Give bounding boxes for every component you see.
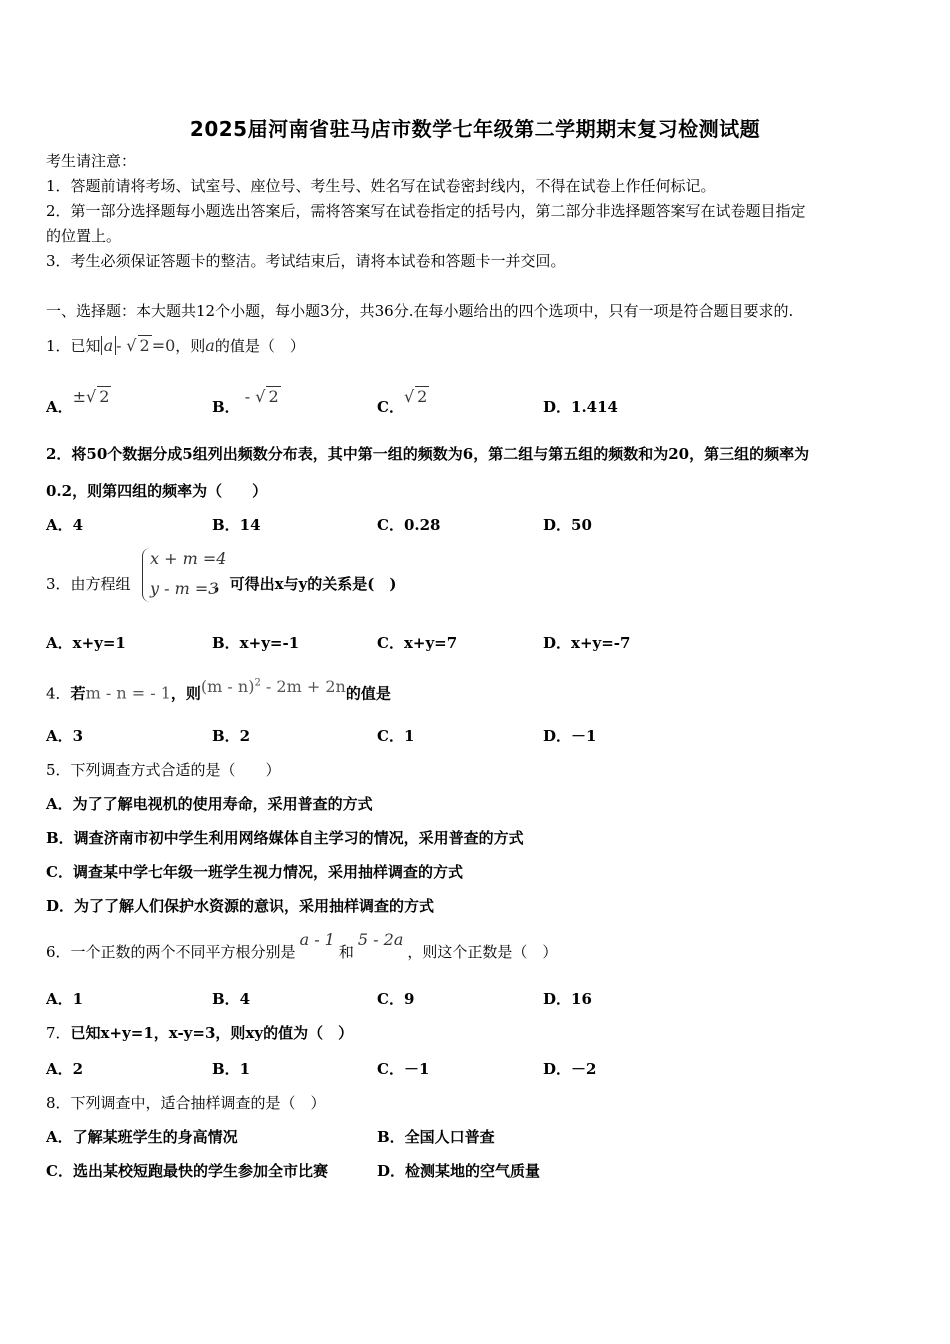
option-b[interactable]: B．全国人口普查 [377,1128,495,1146]
sqrt-icon: √ [126,336,137,355]
option-b[interactable]: B． - √ 2 [212,387,279,416]
equation-1: x + m =4 [150,549,227,568]
option-a[interactable]: A．±√ 2 [46,387,110,416]
option-c[interactable]: C．－1 [377,1060,430,1078]
equation-2: y - m =3 [150,579,219,598]
notice-heading: 考生请注意： [46,152,137,170]
question-7: 7．已知x+y=1，x-y=3，则xy的值为（ ） [46,1024,354,1042]
notice-item: 的位置上。 [46,227,122,245]
option-d[interactable]: D．为了了解人们保护水资源的意识，采用抽样调查的方式 [46,897,435,915]
option-c[interactable]: C．√ 2 [377,387,428,416]
option-b[interactable]: B．调查济南市初中学生利用网络媒体自主学习的情况，采用普查的方式 [46,829,524,847]
page-title: 2025届河南省驻马店市数学七年级第二学期期末复习检测试题 [189,117,761,141]
notice-item: 2．第一部分选择题每小题选出答案后，需将答案写在试卷指定的括号内，第二部分非选择题答案写在试卷题目指定 [46,202,806,220]
option-b[interactable]: B．2 [212,727,251,745]
option-d[interactable]: D．1.414 [543,398,618,416]
option-a[interactable]: A．3 [46,727,84,745]
option-a[interactable]: A．了解某班学生的身高情况 [46,1128,238,1146]
option-c[interactable]: C．9 [377,990,415,1008]
option-c[interactable]: C．选出某校短跑最快的学生参加全市比赛 [46,1162,328,1180]
option-d[interactable]: D．检测某地的空气质量 [377,1162,541,1180]
option-d[interactable]: D．－1 [543,727,597,745]
root-expression-2: 5 - 2a [357,930,404,949]
question-3: 3．由方程组 ，可得出x与y的关系是( ) [46,575,397,593]
question-1: 1．已知 a - √ 2 =0，则a的值是（ ） [46,336,305,355]
option-a[interactable]: A．2 [46,1060,84,1078]
formula-abs-a: a [101,336,117,355]
option-d[interactable]: D．16 [543,990,592,1008]
question-8: 8．下列调查中，适合抽样调查的是（ ） [46,1094,326,1112]
question-2-line1: 2．将50个数据分成5组列出频数分布表，其中第一组的频数为6，第二组与第五组的频数和为20，第三组的频率为 [46,445,810,463]
notice-item: 1．答题前请将考场、试室号、座位号、考生号、姓名写在试卷密封线内，不得在试卷上作任何标记。 [46,177,716,195]
option-b[interactable]: B．14 [212,516,261,534]
option-b[interactable]: B．4 [212,990,251,1008]
option-c[interactable]: C．1 [377,727,415,745]
option-d[interactable]: D．x+y=-7 [543,634,631,652]
option-b[interactable]: B．x+y=-1 [212,634,300,652]
sqrt-icon: √ [86,387,97,406]
question-4: 4．若m - n = - 1，则(m - n)$^2$ - 2m + 2n的值是 [46,677,391,703]
question-6: 6．一个正数的两个不同平方根分别是a - 1和5 - 2a，则这个正数是（ ） [46,930,558,961]
option-c[interactable]: C．调查某中学七年级一班学生视力情况，采用抽样调查的方式 [46,863,463,881]
condition-formula: m - n = - 1 [85,683,171,703]
sqrt-icon: √ [255,387,266,406]
option-c[interactable]: C．x+y=7 [377,634,458,652]
sqrt-icon: √ [403,387,415,406]
question-number: 1． [46,337,71,355]
notice-item: 3．考生必须保证答题卡的整洁。考试结束后，请将本试卷和答题卡一并交回。 [46,252,566,270]
option-d[interactable]: D．50 [543,516,592,534]
root-expression-1: a - 1 [299,930,335,949]
question-2-line2: 0.2，则第四组的频率为（ ） [46,482,268,500]
option-c[interactable]: C．0.28 [377,516,441,534]
option-a[interactable]: A．x+y=1 [46,634,126,652]
option-a[interactable]: A．4 [46,516,84,534]
question-5: 5．下列调查方式合适的是（ ） [46,761,281,779]
section-heading: 一、选择题：本大题共12个小题，每小题3分，共36分.在每小题给出的四个选项中，只有一项是符合题目要求的. [46,302,794,320]
option-a[interactable]: A．1 [46,990,84,1008]
option-a[interactable]: A．为了了解电视机的使用寿命，采用普查的方式 [46,795,373,813]
option-b[interactable]: B．1 [212,1060,251,1078]
option-d[interactable]: D．－2 [543,1060,597,1078]
